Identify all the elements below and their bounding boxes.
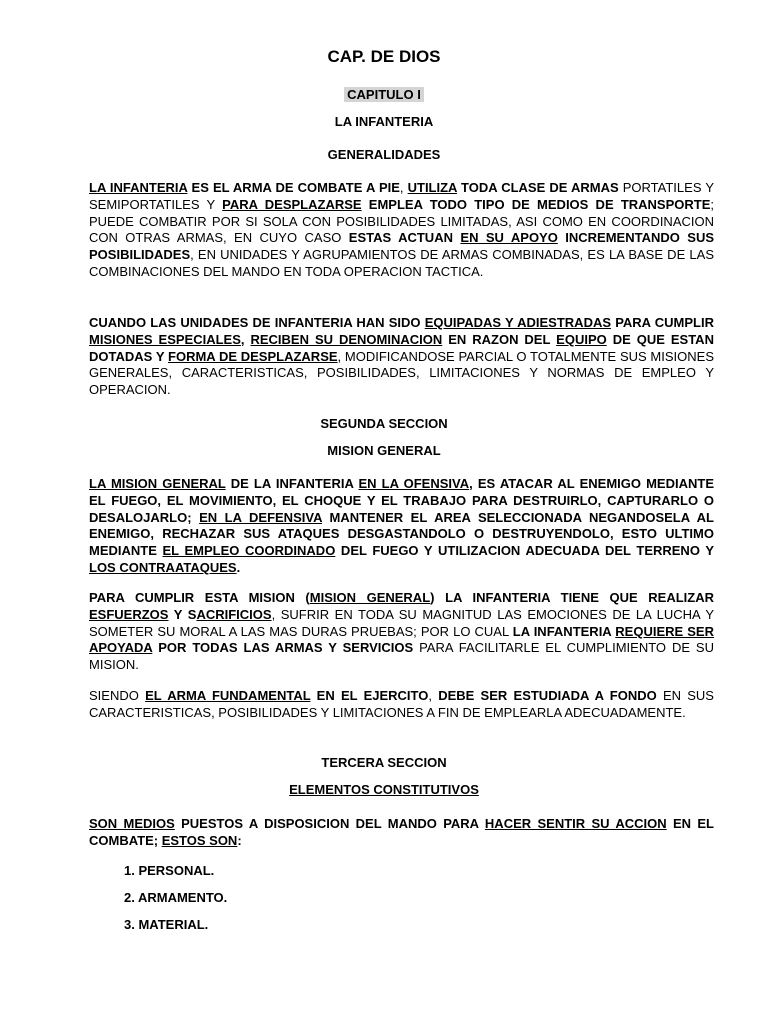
- text-run: , EN UNIDADES Y AGRUPAMIENTOS DE ARMAS COMBINADAS, ES LA BASE DE LAS COMBINACIONES DEL MANDO EN TODA OPERACION TACTICA.: [89, 247, 714, 279]
- text-run: DE LA INFANTERIA: [225, 476, 359, 491]
- section-subheading-elementos: [0, 782, 768, 797]
- text-run: EN LA DEFENSIVA: [199, 509, 322, 525]
- text-run: ACRIFICIOS: [196, 606, 272, 622]
- text-run: ) LA INFANTERIA TIENE QUE REALIZAR: [430, 590, 714, 605]
- text-run: EN EL EJERCITO: [310, 688, 429, 703]
- text-run: .: [236, 559, 241, 575]
- text-run: DEBE SER ESTUDIADA A FONDO: [438, 688, 657, 703]
- text-run: LA INFANTERIA: [512, 623, 616, 639]
- text-run: , MODIFICANDOSE PARCIAL O TOTALMENTE SUS MISIONES GENERALES, CARACTERISTICAS, POSIBILIDADES, LIMITACIONES Y NORMAS DE EMPLEO Y OPERACION.: [89, 348, 714, 398]
- text-run: , SUFRIR EN TODA SU MAGNITUD LAS EMOCIONES DE LA LUCHA Y SOMETER SU MORAL A LAS MAS DURAS PRUEBAS; POR LO CUAL: [89, 606, 714, 639]
- text-run: Y S: [168, 606, 197, 622]
- text-run: TODA CLASE DE ARMAS: [456, 180, 619, 195]
- text-run: PARA CUMPLIR ESTA MISION (: [89, 590, 310, 605]
- list-item: 1. PERSONAL.: [124, 863, 215, 878]
- chapter-heading: [0, 87, 768, 102]
- elementos-label: ELEMENTOS CONSTITUTIVOS: [289, 782, 479, 797]
- paragraph-6: [89, 816, 714, 850]
- text-run: EN SUS CARACTERISTICAS, POSIBILIDADES Y LIMITACIONES A FIN DE EMPLEARLA ADECUADAMENTE.: [89, 688, 714, 720]
- text-run: FORMA DE DESPLAZARSE: [168, 348, 338, 364]
- text-run: EQUIPO: [556, 331, 607, 347]
- paragraph-3: [89, 476, 714, 577]
- text-run: RECIBEN SU DENOMINACION: [250, 331, 443, 347]
- chapter-label: CAPITULO I: [344, 87, 424, 102]
- text-run: UTILIZA: [407, 180, 457, 195]
- text-run: SON MEDIOS: [89, 816, 175, 831]
- text-run: DE QUE ESTAN DOTADAS Y: [89, 331, 714, 364]
- text-run: EQUIPADAS Y ADIESTRADAS: [424, 315, 612, 330]
- section-heading-generalidades: GENERALIDADES: [327, 147, 441, 162]
- text-run: HACER SENTIR SU ACCION: [484, 816, 667, 831]
- subject-heading: LA INFANTERIA: [334, 114, 434, 129]
- text-run: MISIONES ESPECIALES: [89, 331, 241, 347]
- text-run: ESTOS SON: [161, 832, 238, 848]
- text-run: INCREMENTANDO SUS POSIBILIDADES: [89, 230, 714, 263]
- paragraph-5: [89, 688, 714, 722]
- text-run: ,: [399, 180, 408, 195]
- text-run: REQUIERE SER APOYADA: [89, 623, 714, 656]
- text-run: PARA DESPLAZARSE: [222, 196, 362, 212]
- text-run: ESTAS ACTUAN: [348, 230, 461, 246]
- text-run: ES EL ARMA DE COMBATE A PIE: [187, 180, 400, 195]
- list-item: 2. ARMAMENTO.: [124, 890, 228, 905]
- text-run: PUESTOS A DISPOSICION DEL MANDO PARA: [174, 816, 485, 831]
- text-run: LA INFANTERIA: [89, 180, 188, 195]
- text-run: ,: [428, 688, 439, 703]
- text-run: LA MISION GENERAL: [89, 476, 226, 491]
- section-heading-segunda: SEGUNDA SECCION: [320, 416, 448, 431]
- text-run: CUANDO LAS UNIDADES DE INFANTERIA HAN SIDO: [89, 315, 425, 330]
- paragraph-2: [89, 315, 714, 399]
- text-run: ESFUERZOS: [89, 606, 169, 622]
- section-subheading-mision: MISION GENERAL: [327, 443, 441, 458]
- text-run: EN SU APOYO: [460, 230, 558, 246]
- list-item: 3. MATERIAL.: [124, 917, 209, 932]
- text-run: LOS CONTRAATAQUES: [89, 559, 237, 575]
- text-run: EMPLEA TODO TIPO DE MEDIOS DE TRANSPORTE: [361, 196, 711, 212]
- text-run: :: [237, 832, 242, 848]
- text-run: PARA CUMPLIR: [611, 315, 714, 330]
- text-run: DEL FUEGO Y UTILIZACION ADECUADA DEL TERRENO Y: [335, 543, 714, 559]
- text-run: EN EL COMBATE;: [89, 816, 715, 848]
- paragraph-1: [89, 180, 714, 281]
- text-run: POR TODAS LAS ARMAS Y SERVICIOS: [152, 640, 414, 656]
- document-title: CAP. DE DIOS: [327, 47, 441, 66]
- text-run: ; PUEDE COMBATIR POR SI SOLA CON POSIBILIDADES LIMITADAS, ASI COMO EN COORDINACION CON OTRAS ARMAS, EN CUYO CASO: [89, 196, 715, 246]
- text-run: EL ARMA FUNDAMENTAL: [145, 688, 311, 703]
- paragraph-4: [89, 590, 714, 674]
- section-heading-tercera: TERCERA SECCION: [321, 755, 447, 770]
- text-run: MANTENER EL AREA SELECCIONADA NEGANDOSELA AL ENEMIGO, RECHAZAR SUS ATAQUES DESGASTANDOLO O DESTRUYENDOLO, ESTO ULTIMO MEDIANTE: [89, 509, 715, 559]
- text-run: EN LA OFENSIVA: [358, 476, 470, 491]
- text-run: EN RAZON DEL: [442, 331, 557, 347]
- text-run: SIENDO: [89, 688, 146, 703]
- text-run: EL EMPLEO COORDINADO: [162, 543, 336, 559]
- text-run: MISION GENERAL: [309, 590, 431, 605]
- text-run: ,: [240, 331, 251, 347]
- text-run: , ES ATACAR AL ENEMIGO MEDIANTE EL FUEGO, EL MOVIMIENTO, EL CHOQUE Y EL TRABAJO PARA DESTRUIRLO, CAPTURARLO O DESALOJARLO;: [89, 476, 714, 525]
- text-run: PARA FACILITARLE EL CUMPLIMIENTO DE SU MISION.: [89, 640, 714, 673]
- text-run: PORTATILES Y SEMIPORTATILES Y: [89, 180, 715, 212]
